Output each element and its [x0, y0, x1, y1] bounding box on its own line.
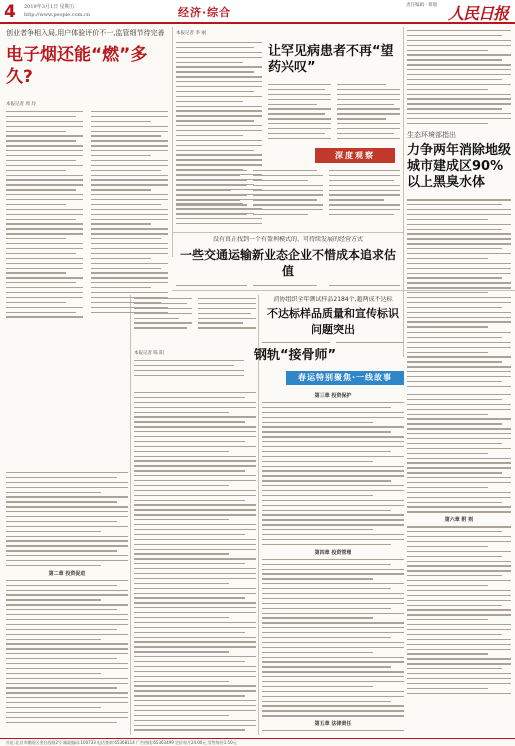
article-headline[interactable]: 电子烟还能“燃”多久?: [6, 45, 148, 87]
law-chapter-heading: 第三章 投资保护: [314, 393, 352, 399]
law-chapter-heading: 第二章 投资促进: [48, 570, 86, 577]
article-headline[interactable]: 不达标样品质量和宣传标识问题突出: [267, 307, 399, 336]
article-byline: 本报记者 李 丽: [176, 31, 206, 36]
article-headline[interactable]: 一些交通运输新业态企业不惜成本追求估值: [179, 248, 396, 278]
law-text-col1: [6, 470, 128, 734]
law-chapter-heading: 第四章 投资管理: [314, 549, 352, 556]
article-transport: [176, 236, 400, 288]
article-transport-cont2: [134, 296, 256, 346]
law-text-col3: [262, 390, 404, 734]
column-badge-spring: 春运特别聚焦·一线故事: [286, 371, 404, 385]
article-byline: 本报记者 周 玲: [6, 102, 36, 107]
column-divider: [172, 27, 173, 257]
law-chapter-heading: 第六章 附 则: [444, 517, 474, 524]
column-badge-deep: 深度观察: [315, 148, 395, 163]
article-transport-cont: [407, 330, 511, 390]
page-number: 4: [4, 2, 16, 22]
law-text-col2: [134, 390, 256, 734]
horizontal-divider: [172, 232, 403, 233]
article-headline[interactable]: 钢轨“接骨师”: [254, 348, 337, 363]
law-chapter-heading: 第五章 法律责任: [314, 721, 352, 728]
article-byline: 本报记者 陈 阳: [134, 351, 164, 356]
article-quality: [262, 296, 404, 346]
article-body: [6, 111, 168, 319]
article-headline[interactable]: 让罕见病患者不再“望药兴叹”: [268, 44, 394, 75]
issue-date: 2019年3月1日 星期五: [24, 4, 75, 10]
page-footer: 社址:北京市朝阳区金台西路2号 邮政编码:100733 电话查询:65368114 广告热线:65363499 定价每月24.00元 零售每份1.50元: [0, 738, 515, 746]
newspaper-logo: 人民日报: [448, 4, 509, 23]
law-text-col4: [407, 392, 511, 734]
section-title: 经济·综合: [178, 6, 232, 19]
page-masthead: [0, 0, 515, 24]
article-headline[interactable]: 力争两年消除地级城市建成区90%以上黑臭水体: [407, 143, 511, 191]
article-eco: [407, 28, 511, 328]
editor-credit: 责任编辑 · 排版: [406, 3, 438, 8]
article-rare-disease-cont: [176, 168, 400, 228]
article-kicker: 生态环境部指出: [407, 131, 456, 140]
article-kicker: 消协组织全年测试样品2184个,超两成不达标: [273, 296, 393, 303]
article-kicker: 没有真正找到一个有盈利模式的、可持续发展的经营方式: [212, 236, 363, 243]
site-url[interactable]: http://www.people.com.cn: [24, 12, 91, 18]
article-kicker: 创业者争相入局,用户体验评价不一,监管细节待完善: [6, 29, 165, 37]
